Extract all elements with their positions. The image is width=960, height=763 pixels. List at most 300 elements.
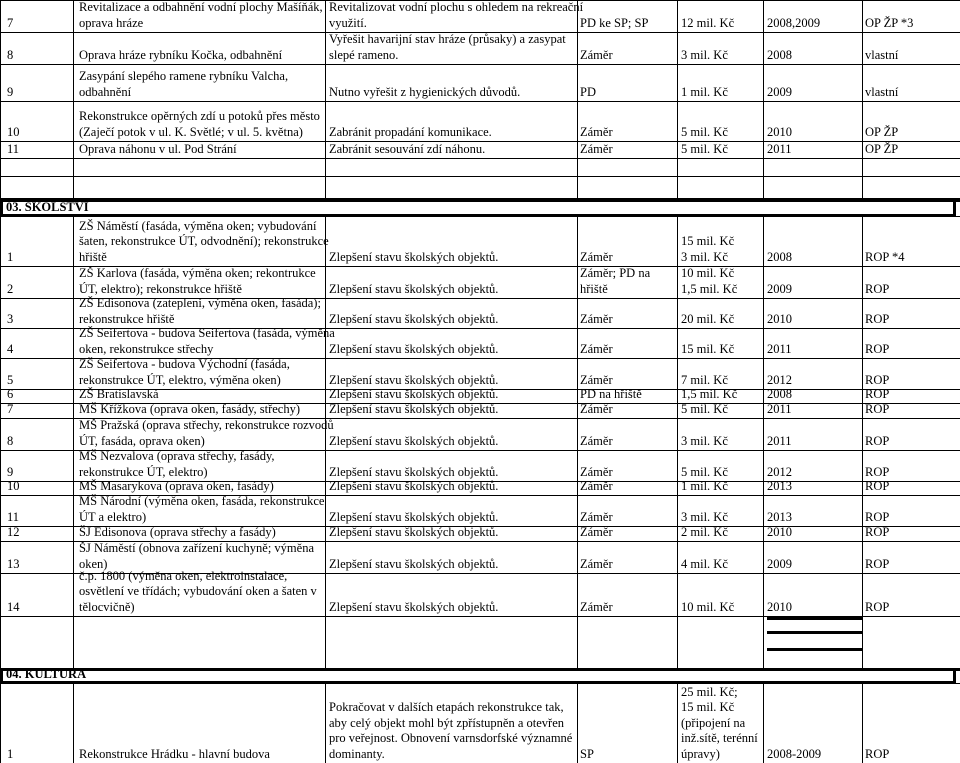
project-stage: Záměr: [580, 47, 613, 62]
funding-source: ROP: [865, 524, 890, 539]
column-divider: [325, 176, 326, 198]
row-divider: [0, 216, 960, 217]
funding-source: ROP: [865, 478, 890, 493]
project-name: MŠ Nezvalova (oprava střechy, fasády, rekonstrukce ÚT, elektro): [79, 449, 275, 479]
column-divider: [862, 216, 863, 266]
project-goal: Zlepšení stavu školských objektů.: [329, 599, 499, 614]
project-name: Rekonstrukce opěrných zdí u potoků přes město (Zaječí potok v ul. K. Světlé; v ul. 5. května): [79, 109, 320, 139]
project-cost: 1,5 mil. Kč: [681, 386, 738, 401]
column-divider: [677, 650, 678, 668]
row-number: 8: [7, 47, 14, 62]
column-divider: [577, 32, 578, 64]
column-divider: [577, 418, 578, 450]
column-divider: [677, 101, 678, 141]
funding-source: ROP: [865, 372, 890, 387]
column-divider: [577, 358, 578, 389]
column-divider: [677, 541, 678, 573]
column-divider: [677, 64, 678, 101]
project-goal: Zlepšení stavu školských objektů.: [329, 401, 499, 416]
row-number: 7: [7, 15, 14, 30]
column-divider: [325, 298, 326, 328]
column-divider: [0, 328, 1, 358]
column-divider: [73, 481, 74, 495]
column-divider: [325, 573, 326, 616]
column-divider: [325, 389, 326, 403]
project-goal: Zabránit sesouvání zdí náhonu.: [329, 141, 486, 156]
project-name: Oprava hráze rybníku Kočka, odbahnění: [79, 47, 283, 62]
column-divider: [325, 158, 326, 176]
column-divider: [325, 358, 326, 389]
column-divider: [73, 389, 74, 403]
project-year: 2013: [767, 509, 792, 524]
project-cost: 12 mil. Kč: [681, 15, 735, 30]
project-cost: 1 mil. Kč: [681, 478, 728, 493]
project-stage: Záměr: [580, 249, 613, 264]
funding-source: OP ŽP *3: [865, 15, 914, 30]
funding-source: ROP: [865, 401, 890, 416]
column-divider: [862, 481, 863, 495]
column-divider: [0, 176, 1, 198]
column-divider: [862, 158, 863, 176]
funding-source: ROP: [865, 386, 890, 401]
column-divider: [325, 64, 326, 101]
project-cost: 5 mil. Kč: [681, 464, 728, 479]
column-divider: [763, 481, 764, 495]
project-cost: 3 mil. Kč: [681, 509, 728, 524]
column-divider: [0, 495, 1, 526]
project-name: MŠ Pražská (oprava střechy, rekonstrukce rozvodů ÚT, fasáda, oprava oken): [79, 418, 334, 448]
row-number: 11: [7, 509, 20, 524]
black-bar: [0, 668, 960, 671]
column-divider: [325, 541, 326, 573]
column-divider: [577, 176, 578, 198]
row-number: 13: [7, 556, 20, 571]
project-year: 2010: [767, 599, 792, 614]
column-divider: [325, 481, 326, 495]
project-cost: 7 mil. Kč: [681, 372, 728, 387]
column-divider: [73, 418, 74, 450]
project-year: 2008: [767, 386, 792, 401]
project-name: ŠJ Náměstí (obnova zařízení kuchyně; výměna oken): [79, 541, 314, 571]
column-divider: [862, 298, 863, 328]
project-year: 2008-2009: [767, 746, 822, 761]
column-divider: [73, 358, 74, 389]
project-name: MŠ Národní (výměna oken, fasáda, rekonstrukce ÚT a elektro): [79, 494, 325, 524]
column-divider: [677, 176, 678, 198]
project-name: Rekonstrukce Hrádku - hlavní budova: [79, 746, 270, 761]
project-year: 2010: [767, 524, 792, 539]
column-divider: [677, 481, 678, 495]
funding-source: vlastní: [865, 84, 899, 99]
column-divider: [862, 403, 863, 418]
row-number: 2: [7, 281, 14, 296]
column-divider: [763, 0, 764, 32]
funding-source: ROP: [865, 599, 890, 614]
column-divider: [862, 32, 863, 64]
funding-source: ROP: [865, 509, 890, 524]
project-name: ZŠ Seifertova - budova Seifertova (fasáda, výměna oken, rekonstrukce střechy: [79, 326, 335, 356]
funding-source: ROP *4: [865, 249, 905, 264]
row-number: 7: [7, 401, 14, 416]
row-number: 1: [7, 746, 14, 761]
column-divider: [677, 389, 678, 403]
project-stage: Záměr: [580, 124, 613, 139]
column-divider: [73, 0, 74, 32]
project-stage: Záměr: [580, 478, 613, 493]
column-divider: [862, 683, 863, 763]
column-divider: [325, 650, 326, 668]
row-divider: [0, 64, 960, 65]
row-number: 10: [7, 478, 20, 493]
funding-source: ROP: [865, 341, 890, 356]
column-divider: [73, 683, 74, 763]
black-bar: [767, 617, 862, 620]
column-divider: [325, 495, 326, 526]
column-divider: [0, 141, 1, 158]
row-number: 10: [7, 124, 20, 139]
column-divider: [0, 616, 1, 650]
column-divider: [0, 101, 1, 141]
row-number: 12: [7, 524, 20, 539]
column-divider: [763, 216, 764, 266]
project-goal: Zlepšení stavu školských objektů.: [329, 249, 499, 264]
project-stage: PD ke SP; SP: [580, 15, 649, 30]
column-divider: [862, 495, 863, 526]
column-divider: [0, 32, 1, 64]
column-divider: [763, 32, 764, 64]
column-divider: [862, 450, 863, 481]
project-year: 2009: [767, 84, 792, 99]
project-goal: Zlepšení stavu školských objektů.: [329, 433, 499, 448]
column-divider: [763, 176, 764, 198]
column-divider: [763, 616, 764, 650]
column-divider: [325, 616, 326, 650]
column-divider: [0, 216, 1, 266]
project-goal: Zlepšení stavu školských objektů.: [329, 478, 499, 493]
column-divider: [577, 481, 578, 495]
project-cost: 3 mil. Kč: [681, 47, 728, 62]
project-cost: 3 mil. Kč: [681, 433, 728, 448]
column-divider: [577, 328, 578, 358]
column-divider: [73, 616, 74, 650]
funding-source: ROP: [865, 281, 890, 296]
project-cost: 25 mil. Kč; 15 mil. Kč (připojení na inž.sítě, terénní úpravy): [681, 684, 758, 761]
column-divider: [73, 328, 74, 358]
project-cost: 4 mil. Kč: [681, 556, 728, 571]
project-stage: Záměr: [580, 433, 613, 448]
project-name: Revitalizace a odbahnění vodní plochy Mašíňák, oprava hráze: [79, 0, 323, 30]
project-year: 2008: [767, 249, 792, 264]
column-divider: [0, 0, 1, 32]
column-divider: [763, 403, 764, 418]
column-divider: [763, 158, 764, 176]
project-name: Oprava náhonu v ul. Pod Strání: [79, 141, 237, 156]
project-stage: Záměr: [580, 141, 613, 156]
column-divider: [763, 450, 764, 481]
project-cost: 20 mil. Kč: [681, 311, 735, 326]
column-divider: [325, 450, 326, 481]
column-divider: [763, 526, 764, 541]
project-year: 2008: [767, 47, 792, 62]
project-name: ZŠ Karlova (fasáda, výměna oken; rekontrukce ÚT, elektro); rekonstrukce hřiště: [79, 266, 316, 296]
section-title-skolstvi: 03. ŠKOLSTVÍ: [6, 199, 89, 214]
column-divider: [763, 683, 764, 763]
column-divider: [325, 683, 326, 763]
project-name: ZŠ Seifertova - budova Východní (fasáda, rekonstrukce ÚT, elektro, výměna oken): [79, 357, 290, 387]
column-divider: [0, 418, 1, 450]
project-year: 2009: [767, 556, 792, 571]
black-bar: [0, 199, 960, 202]
column-divider: [862, 328, 863, 358]
black-bar: [767, 631, 862, 634]
project-cost: 10 mil. Kč: [681, 599, 735, 614]
project-stage: Záměr; PD na hřiště: [580, 266, 651, 296]
column-divider: [577, 64, 578, 101]
project-stage: Záměr: [580, 509, 613, 524]
row-divider: [0, 683, 960, 684]
project-name: MŠ Křížkova (oprava oken, fasády, střechy): [79, 401, 300, 416]
funding-source: OP ŽP: [865, 124, 899, 139]
column-divider: [763, 141, 764, 158]
column-divider: [73, 573, 74, 616]
column-divider: [862, 64, 863, 101]
column-divider: [577, 266, 578, 298]
column-divider: [763, 573, 764, 616]
column-divider: [0, 298, 1, 328]
funding-source: ROP: [865, 311, 890, 326]
row-divider: [0, 158, 960, 159]
project-cost: 5 mil. Kč: [681, 401, 728, 416]
project-stage: Záměr: [580, 311, 613, 326]
column-divider: [577, 616, 578, 650]
column-divider: [862, 358, 863, 389]
project-stage: Záměr: [580, 341, 613, 356]
column-divider: [763, 650, 764, 668]
column-divider: [0, 158, 1, 176]
column-divider: [862, 266, 863, 298]
column-divider: [0, 683, 1, 763]
column-divider: [73, 64, 74, 101]
column-divider: [577, 650, 578, 668]
project-goal: Nutno vyřešit z hygienických důvodů.: [329, 84, 521, 99]
column-divider: [763, 358, 764, 389]
funding-source: ROP: [865, 464, 890, 479]
row-number: 9: [7, 464, 14, 479]
project-cost: 10 mil. Kč 1,5 mil. Kč: [681, 266, 738, 296]
column-divider: [577, 573, 578, 616]
project-name: ZŠ Náměstí (fasáda, výměna oken; vybudování šaten, rekonstrukce ÚT, odvodnění); rekonstrukce hřiště: [79, 218, 329, 264]
project-name: ZŠ Edisonova (zateplení, výměna oken, fasáda); rekonstrukce hřiště: [79, 296, 321, 326]
project-cost: 5 mil. Kč: [681, 124, 728, 139]
column-divider: [862, 141, 863, 158]
column-divider: [577, 389, 578, 403]
column-divider: [677, 216, 678, 266]
project-name: ŠJ Edisonova (oprava střechy a fasády): [79, 524, 276, 539]
row-number: 1: [7, 249, 14, 264]
row-number: 9: [7, 84, 14, 99]
column-divider: [73, 526, 74, 541]
row-number: 8: [7, 433, 14, 448]
column-divider: [73, 450, 74, 481]
row-number: 11: [7, 141, 20, 156]
column-divider: [0, 358, 1, 389]
project-goal: Zlepšení stavu školských objektů.: [329, 464, 499, 479]
column-divider: [577, 683, 578, 763]
column-divider: [0, 403, 1, 418]
column-divider: [577, 403, 578, 418]
column-divider: [73, 216, 74, 266]
column-divider: [325, 101, 326, 141]
column-divider: [577, 541, 578, 573]
project-year: 2011: [767, 141, 792, 156]
column-divider: [73, 266, 74, 298]
column-divider: [577, 141, 578, 158]
funding-source: ROP: [865, 746, 890, 761]
column-divider: [73, 298, 74, 328]
column-divider: [677, 158, 678, 176]
project-stage: Záměr: [580, 464, 613, 479]
project-goal: Zlepšení stavu školských objektů.: [329, 386, 499, 401]
project-goal: Vyřešit havarijní stav hráze (průsaky) a zasypat slepé rameno.: [329, 32, 566, 62]
column-divider: [0, 266, 1, 298]
column-divider: [73, 101, 74, 141]
column-divider: [677, 141, 678, 158]
column-divider: [577, 450, 578, 481]
column-divider: [862, 573, 863, 616]
project-goal: Zlepšení stavu školských objektů.: [329, 311, 499, 326]
funding-source: ROP: [865, 556, 890, 571]
project-stage: SP: [580, 746, 594, 761]
column-divider: [862, 526, 863, 541]
column-divider: [677, 0, 678, 32]
column-divider: [73, 176, 74, 198]
project-name: č.p. 1800 (výměna oken, elektroinstalace, osvětlení ve třídách; vybudování oken a šaten v tělocvičně): [79, 568, 317, 614]
project-cost: 2 mil. Kč: [681, 524, 728, 539]
column-divider: [577, 298, 578, 328]
column-divider: [862, 616, 863, 650]
project-name: MŠ Masarykova (oprava oken, fasády): [79, 478, 274, 493]
project-year: 2012: [767, 464, 792, 479]
column-divider: [677, 266, 678, 298]
column-divider: [73, 32, 74, 64]
column-divider: [325, 32, 326, 64]
project-cost: 5 mil. Kč: [681, 141, 728, 156]
column-divider: [677, 298, 678, 328]
column-divider: [73, 650, 74, 668]
project-name: ZŠ Bratislavská: [79, 386, 159, 401]
column-divider: [0, 573, 1, 616]
column-divider: [577, 526, 578, 541]
project-year: 2013: [767, 478, 792, 493]
project-cost: 1 mil. Kč: [681, 84, 728, 99]
column-divider: [0, 526, 1, 541]
project-goal: Revitalizovat vodní plochu s ohledem na rekreační využití.: [329, 0, 584, 30]
column-divider: [0, 650, 1, 668]
project-year: 2010: [767, 311, 792, 326]
project-goal: Zlepšení stavu školských objektů.: [329, 509, 499, 524]
project-stage: Záměr: [580, 401, 613, 416]
project-stage: PD na hřiště: [580, 386, 642, 401]
project-year: 2010: [767, 124, 792, 139]
column-divider: [763, 266, 764, 298]
column-divider: [677, 683, 678, 763]
column-divider: [677, 403, 678, 418]
column-divider: [763, 101, 764, 141]
column-divider: [0, 64, 1, 101]
row-divider: [0, 101, 960, 102]
column-divider: [677, 32, 678, 64]
row-number: 3: [7, 311, 14, 326]
column-divider: [677, 418, 678, 450]
project-year: 2011: [767, 433, 792, 448]
column-divider: [73, 403, 74, 418]
funding-source: vlastní: [865, 47, 899, 62]
column-divider: [763, 298, 764, 328]
column-divider: [677, 526, 678, 541]
column-divider: [677, 495, 678, 526]
column-divider: [73, 495, 74, 526]
column-divider: [763, 495, 764, 526]
column-divider: [73, 158, 74, 176]
project-goal: Zlepšení stavu školských objektů.: [329, 524, 499, 539]
column-divider: [862, 176, 863, 198]
column-divider: [862, 418, 863, 450]
funding-source: ROP: [865, 433, 890, 448]
project-stage: Záměr: [580, 556, 613, 571]
project-name: Zasypání slepého ramene rybníku Valcha, odbahnění: [79, 69, 289, 99]
black-bar: [767, 648, 862, 651]
project-year: 2011: [767, 341, 792, 356]
project-stage: Záměr: [580, 524, 613, 539]
column-divider: [577, 216, 578, 266]
column-divider: [677, 450, 678, 481]
section-title-kultura: 04. KULTURA: [6, 666, 87, 681]
column-divider: [0, 389, 1, 403]
column-divider: [0, 541, 1, 573]
column-divider: [325, 526, 326, 541]
column-divider: [677, 358, 678, 389]
project-cost: 15 mil. Kč: [681, 341, 735, 356]
project-year: 2012: [767, 372, 792, 387]
column-divider: [862, 101, 863, 141]
column-divider: [763, 389, 764, 403]
project-stage: Záměr: [580, 599, 613, 614]
project-goal: Zlepšení stavu školských objektů.: [329, 372, 499, 387]
column-divider: [73, 141, 74, 158]
project-goal: Zabránit propadání komunikace.: [329, 124, 492, 139]
column-divider: [862, 0, 863, 32]
project-goal: Zlepšení stavu školských objektů.: [329, 556, 499, 571]
column-divider: [677, 616, 678, 650]
column-divider: [763, 64, 764, 101]
column-divider: [325, 141, 326, 158]
row-number: 6: [7, 386, 14, 401]
funding-source: OP ŽP: [865, 141, 899, 156]
column-divider: [763, 541, 764, 573]
column-divider: [73, 541, 74, 573]
column-divider: [862, 389, 863, 403]
project-goal: Zlepšení stavu školských objektů.: [329, 281, 499, 296]
column-divider: [325, 0, 326, 32]
project-year: 2009: [767, 281, 792, 296]
column-divider: [577, 158, 578, 176]
row-number: 4: [7, 341, 14, 356]
column-divider: [325, 266, 326, 298]
column-divider: [677, 328, 678, 358]
project-cost: 15 mil. Kč 3 mil. Kč: [681, 234, 735, 264]
row-number: 5: [7, 372, 14, 387]
row-divider: [0, 176, 960, 177]
